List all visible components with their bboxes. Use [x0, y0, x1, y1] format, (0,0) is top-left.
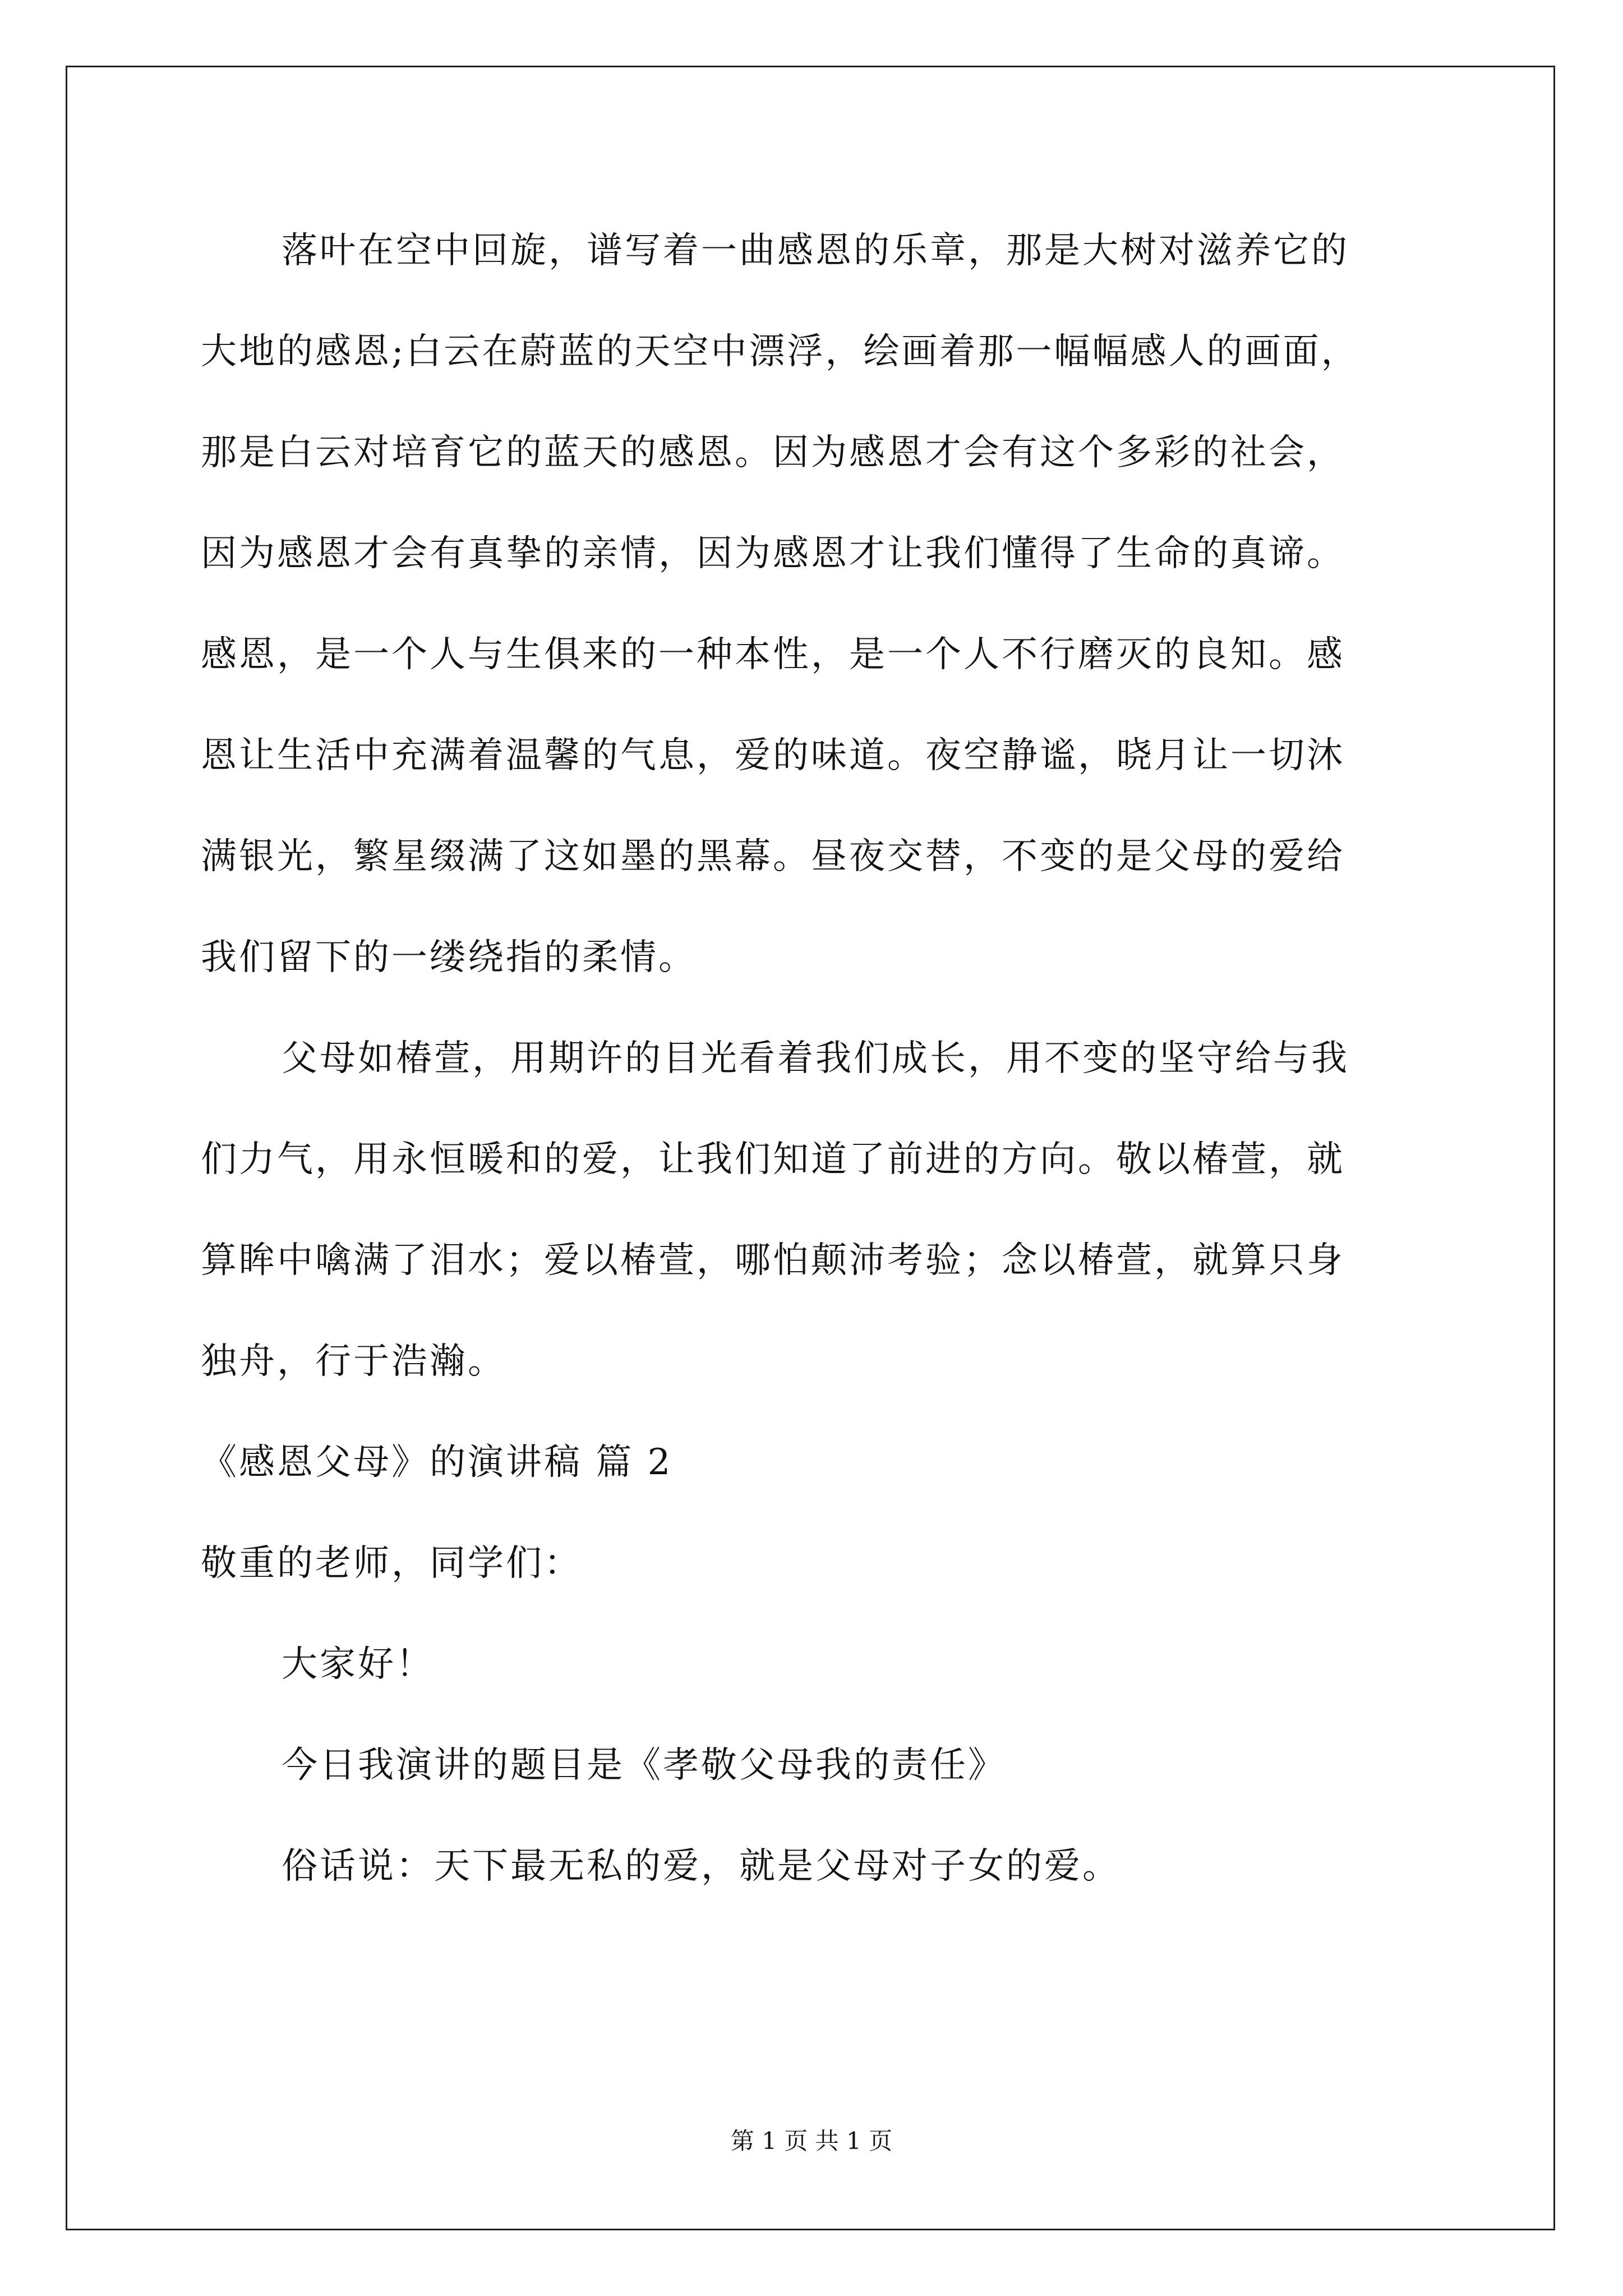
paragraph-2-line-1: 父母如椿萱，用期许的目光看着我们成长，用不变的坚守给与我 — [282, 1038, 1349, 1079]
page-footer: 第 1 页 共 1 页 — [730, 2127, 893, 2155]
topic-line: 今日我演讲的题目是《孝敬父母我的责任》 — [282, 1745, 1006, 1786]
paragraph-1-line-3: 那是白云对培育它的蓝天的感恩。因为感恩才会有这个多彩的社会， — [201, 432, 1345, 473]
section-title: 《感恩父母》的演讲稿 篇 2 — [201, 1442, 673, 1483]
paragraph-2-line-2: 们力气，用永恒暖和的爱，让我们知道了前进的方向。敬以椿萱，就 — [201, 1139, 1345, 1180]
paragraph-1-line-2: 大地的感恩;白云在蔚蓝的天空中漂浮，绘画着那一幅幅感人的画面， — [201, 331, 1359, 372]
paragraph-1-line-5: 感恩，是一个人与生俱来的一种本性，是一个人不行磨灭的良知。感 — [201, 634, 1345, 675]
paragraph-1-line-8: 我们留下的一缕绕指的柔情。 — [201, 937, 697, 978]
paragraph-1-line-6: 恩让生活中充满着温馨的气息，爱的味道。夜空静谧，晓月让一切沐 — [201, 735, 1345, 776]
paragraph-1-line-7: 满银光，繁星缀满了这如墨的黑幕。昼夜交替，不变的是父母的爱给 — [201, 836, 1345, 877]
paragraph-2-line-3: 算眸中噙满了泪水；爱以椿萱，哪怕颠沛考验；念以椿萱，就算只身 — [201, 1240, 1345, 1281]
greeting: 大家好！ — [282, 1644, 434, 1685]
salutation: 敬重的老师，同学们： — [201, 1543, 582, 1584]
proverb-line: 俗话说：天下最无私的爱，就是父母对子女的爱。 — [282, 1846, 1121, 1887]
paragraph-1-line-1: 落叶在空中回旋，谱写着一曲感恩的乐章，那是大树对滋养它的 — [282, 230, 1349, 272]
paragraph-1-line-4: 因为感恩才会有真挚的亲情，因为感恩才让我们懂得了生命的真谛。 — [201, 533, 1345, 574]
paragraph-2-line-4: 独舟，行于浩瀚。 — [201, 1341, 506, 1382]
